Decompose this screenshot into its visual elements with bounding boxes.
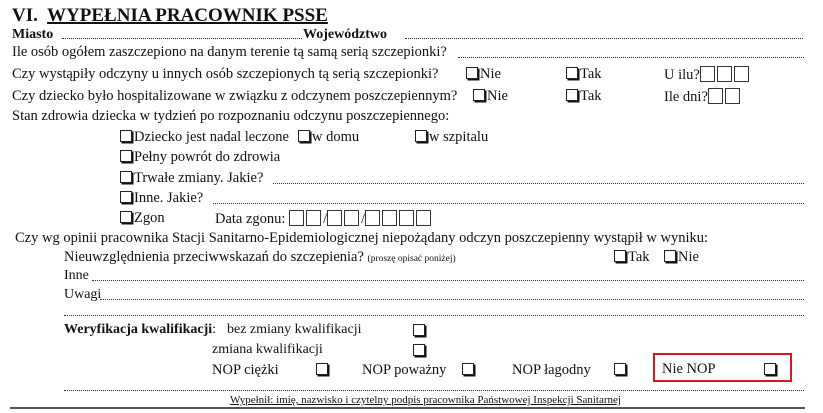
checkbox-icon[interactable]: [664, 250, 676, 262]
checkbox-icon[interactable]: [466, 67, 478, 79]
checkbox-icon[interactable]: [566, 67, 578, 79]
hospitalized-question: Czy dziecko było hospitalizowane w związku z odczynem poszczepiennym?: [12, 88, 458, 104]
option-label: w szpitalu: [429, 129, 489, 145]
how-many-days-label: Ile dni?: [664, 89, 708, 105]
permanent-changes-field[interactable]: [273, 183, 804, 184]
checkbox-icon[interactable]: [316, 363, 328, 375]
option-label: Pełny powrót do zdrowia: [134, 149, 281, 165]
checkbox-icon[interactable]: [413, 344, 425, 356]
no-change-label: bez zmiany kwalifikacji: [227, 322, 362, 337]
option-label: Trwałe zmiany. Jakie?: [134, 170, 264, 186]
voivodeship-field[interactable]: [405, 38, 803, 39]
nop-serious-label: NOP poważny: [362, 362, 447, 378]
other-reactions-no-option[interactable]: [466, 66, 501, 83]
contraindications-question: [64, 249, 456, 268]
digit-box[interactable]: [734, 66, 749, 82]
contraindications-note: (proszę opisać poniżej): [367, 254, 456, 264]
death-option[interactable]: [120, 210, 165, 227]
how-many-group: [664, 66, 751, 84]
section-number: VI.: [12, 5, 38, 26]
in-hospital-option[interactable]: [415, 129, 488, 146]
checkbox-icon[interactable]: [120, 211, 132, 223]
contraindications-no-option[interactable]: [664, 249, 699, 266]
how-many-label: U ilu?: [664, 67, 700, 83]
checkbox-icon[interactable]: [614, 363, 626, 375]
nop-severe-checkbox[interactable]: [316, 361, 330, 379]
city-label: Miasto: [12, 27, 54, 42]
month-box[interactable]: [327, 210, 342, 226]
contraindications-yes-option[interactable]: [614, 249, 650, 266]
year-box[interactable]: [382, 210, 397, 226]
opinion-question: Czy wg opinii pracownika Stacji Sanitarno-Epidemiologicznej niepożądany odczyn poszczepienny wystąpił w wyniku:: [15, 230, 708, 246]
hospitalized-yes-option[interactable]: [566, 88, 602, 105]
hospitalized-no-option[interactable]: [473, 88, 508, 105]
signature-caption: Wypełnił: imię, nazwisko i czytelny podpis pracownika Państwowej Inspekcji Sanitarnej: [230, 394, 621, 406]
day-box[interactable]: [306, 210, 321, 226]
still-treated-option[interactable]: [120, 129, 289, 146]
notes-field-line-2[interactable]: [64, 315, 804, 316]
checkbox-icon[interactable]: [415, 130, 427, 142]
city-field[interactable]: [62, 38, 302, 39]
checkbox-icon[interactable]: [120, 191, 132, 203]
checkbox-icon[interactable]: [614, 250, 626, 262]
section-title: [12, 5, 328, 27]
nop-serious-checkbox[interactable]: [462, 361, 476, 379]
other-what-option[interactable]: [120, 190, 203, 207]
checkbox-icon[interactable]: [120, 130, 132, 142]
year-box[interactable]: [416, 210, 431, 226]
voivodeship-label: Województwo: [303, 27, 387, 42]
digit-box[interactable]: [717, 66, 732, 82]
change-label: zmiana kwalifikacji: [212, 342, 323, 357]
checkbox-icon[interactable]: [120, 171, 132, 183]
vaccinated-count-field[interactable]: [458, 57, 804, 58]
death-date-group: [215, 210, 433, 228]
checkbox-icon[interactable]: [473, 89, 485, 101]
not-nop-label: Nie NOP: [662, 361, 716, 377]
option-label: Tak: [580, 88, 602, 104]
day-box[interactable]: [289, 210, 304, 226]
other-reactions-question: Czy wystąpiły odczyny u innych osób szczepionych tą serią szczepionki?: [12, 66, 439, 82]
other-label: Inne: [64, 268, 89, 283]
option-label: Nie: [480, 66, 501, 82]
option-label: Inne. Jakie?: [134, 190, 204, 206]
colon: :: [212, 322, 217, 337]
how-many-days-group: [664, 88, 742, 106]
year-box[interactable]: [365, 210, 380, 226]
vaccinated-count-question: Ile osób ogółem zaszczepiono na danym terenie tą samą serią szczepionki?: [12, 44, 447, 60]
option-label: Dziecko jest nadal leczone: [134, 129, 289, 145]
permanent-changes-option[interactable]: [120, 170, 263, 187]
date-separator: /: [361, 211, 366, 227]
bottom-rule: [10, 407, 805, 409]
section-heading: WYPEŁNIA PRACOWNIK PSSE: [47, 5, 328, 26]
checkbox-icon[interactable]: [462, 363, 474, 375]
change-checkbox[interactable]: [413, 342, 427, 360]
checkbox-icon[interactable]: [764, 363, 776, 375]
notes-label: Uwagi: [64, 287, 102, 302]
no-change-checkbox[interactable]: [413, 322, 427, 340]
nop-mild-label: NOP łagodny: [512, 362, 591, 378]
verification-label: Weryfikacja kwalifikacji: [64, 322, 213, 337]
option-label: Zgon: [134, 210, 165, 226]
other-what-field[interactable]: [213, 203, 804, 204]
nop-mild-checkbox[interactable]: [614, 361, 628, 379]
signature-field[interactable]: [64, 390, 804, 391]
checkbox-icon[interactable]: [120, 150, 132, 162]
not-nop-checkbox[interactable]: [764, 361, 778, 379]
death-date-label: Data zgonu:: [215, 211, 286, 227]
year-box[interactable]: [399, 210, 414, 226]
other-field[interactable]: [92, 280, 804, 281]
month-box[interactable]: [344, 210, 359, 226]
digit-box[interactable]: [725, 88, 740, 104]
notes-field[interactable]: [100, 299, 804, 300]
contraindications-label: Nieuwzględnienia przeciwwskazań do szczepienia?: [64, 249, 364, 265]
verification-label-group: [64, 322, 216, 338]
full-recovery-option[interactable]: [120, 149, 280, 166]
nop-severe-label: NOP ciężki: [212, 362, 279, 378]
checkbox-icon[interactable]: [566, 89, 578, 101]
health-state-question: Stan zdrowia dziecka w tydzień po rozpoznaniu odczynu poszczepiennego:: [12, 108, 450, 124]
digit-box[interactable]: [708, 88, 723, 104]
digit-box[interactable]: [700, 66, 715, 82]
option-label: Tak: [628, 249, 650, 265]
option-label: Nie: [678, 249, 699, 265]
checkbox-icon[interactable]: [413, 324, 425, 336]
option-label: Tak: [580, 66, 602, 82]
checkbox-icon[interactable]: [298, 130, 310, 142]
option-label: Nie: [487, 88, 508, 104]
date-separator: /: [323, 211, 328, 227]
option-label: w domu: [312, 129, 360, 145]
other-reactions-yes-option[interactable]: [566, 66, 602, 83]
at-home-option[interactable]: [298, 129, 359, 146]
